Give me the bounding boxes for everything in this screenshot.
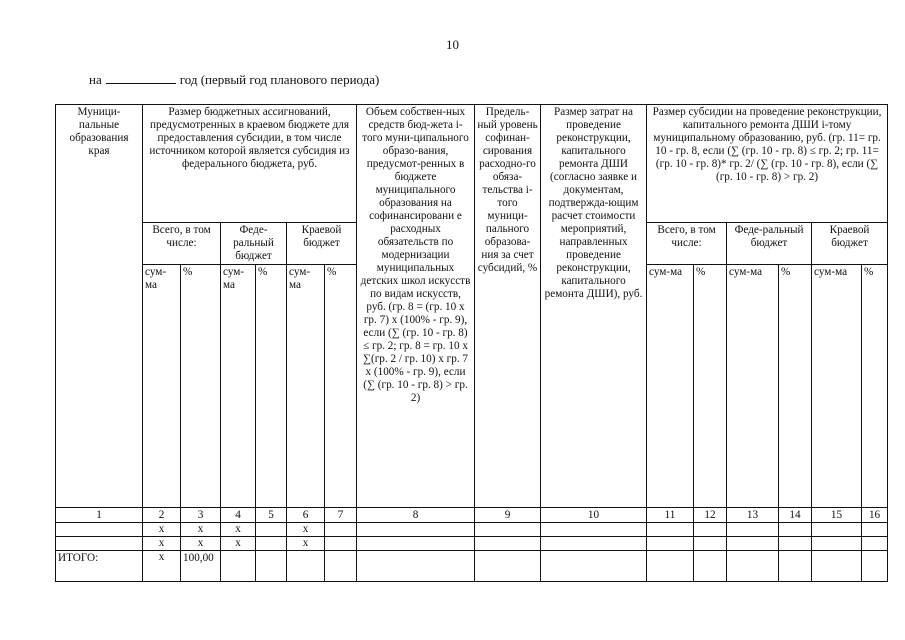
header-federal-g1: Феде-ральный бюджет <box>221 223 287 265</box>
table-cell <box>647 537 694 551</box>
header-pct: % <box>256 265 287 508</box>
table-cell <box>541 551 647 582</box>
table-cell: x <box>143 537 181 551</box>
header-pct: % <box>862 265 888 508</box>
table-cell <box>357 523 475 537</box>
table-cell <box>862 537 888 551</box>
column-number: 13 <box>727 508 779 523</box>
table-row <box>56 537 888 551</box>
table-cell <box>779 523 812 537</box>
header-pct: % <box>181 265 221 508</box>
table-cell <box>475 523 541 537</box>
column-number: 5 <box>256 508 287 523</box>
header-own-funds: Объем собствен-ных средств бюд-жета i-того муни-ципального образо-вания, предусмот-ренных в бюджете муниципального образования на софинансировани е расходных обязательств по модернизации муниципальных детских школ искусств по видам искусств, руб. (гр. 8 = (гр. 10 x гр. 7) x (100% - гр. 9), если (∑ (гр. 10 - гр. 8) ≤ гр. 2; гр. 8 = гр. 10 x ∑(гр. 2 / гр. 10) x гр. 7 x (100% - гр. 9), если (∑ (гр. 10 - гр. 8) > гр. 2) <box>357 105 475 508</box>
column-number: 8 <box>357 508 475 523</box>
column-number: 11 <box>647 508 694 523</box>
header-total-g1: Всего, в том числе: <box>143 223 221 265</box>
header-sum: сум-ма <box>221 265 256 508</box>
header-regional-g2: Краевой бюджет <box>812 223 888 265</box>
header-federal-g2: Феде-ральный бюджет <box>727 223 812 265</box>
table-cell <box>812 551 862 582</box>
table-cell <box>357 551 475 582</box>
header-subsidy-size: Размер субсидии на проведение реконструкции, капитального ремонта ДШИ i-тому муниципальному образованию, руб. (гр. 11= гр. 10 - гр. 8, если (∑ (гр. 10 - гр. 8) ≤ гр. 2; гр. 11= (гр. 10 - гр. 8)* гр. 2/ (∑ (гр. 10 - гр. 8), если (∑ (гр. 10 - гр. 8) > гр. 2) <box>647 105 888 223</box>
header-sum: сум-ма <box>727 265 779 508</box>
table-cell <box>812 537 862 551</box>
year-blank-line <box>106 72 176 84</box>
header-municipalities: Муници-пальные образования края <box>56 105 143 508</box>
header-sum: сум-ма <box>647 265 694 508</box>
column-number: 12 <box>694 508 727 523</box>
table-cell <box>475 537 541 551</box>
total-label: ИТОГО: <box>56 551 143 582</box>
table-cell: x <box>221 537 256 551</box>
table-cell <box>475 551 541 582</box>
header-pct: % <box>694 265 727 508</box>
table-cell <box>541 523 647 537</box>
table-cell: x <box>143 551 181 582</box>
table-cell <box>325 551 357 582</box>
subtitle-prefix: на <box>89 72 102 87</box>
table-cell <box>694 537 727 551</box>
column-number: 10 <box>541 508 647 523</box>
table-cell <box>221 551 256 582</box>
header-budget-allocations: Размер бюджетных ассигнований, предусмотренных в краевом бюджете для предоставления субсидии, в том числе источником которой является субсидия из федерального бюджета, руб. <box>143 105 357 223</box>
table-cell <box>694 523 727 537</box>
column-number: 14 <box>779 508 812 523</box>
table-cell <box>647 551 694 582</box>
header-pct: % <box>325 265 357 508</box>
table-cell <box>256 537 287 551</box>
table-cell <box>694 551 727 582</box>
table-cell <box>862 551 888 582</box>
table-cell: x <box>287 537 325 551</box>
header-costs: Размер затрат на проведение реконструкции, капитального ремонта ДШИ (согласно заявке и документам, подтвержда-ющим расчет стоимости мероприятий, направленных проведение реконструкции, капитального ремонта ДШИ), руб. <box>541 105 647 508</box>
column-number: 15 <box>812 508 862 523</box>
table-cell <box>727 523 779 537</box>
table-cell: x <box>287 523 325 537</box>
header-total-g2: Всего, в том числе: <box>647 223 727 265</box>
table-cell <box>727 551 779 582</box>
table-row <box>56 523 888 537</box>
table-cell <box>357 537 475 551</box>
column-number: 6 <box>287 508 325 523</box>
table-cell <box>325 537 357 551</box>
header-sum: сум-ма <box>287 265 325 508</box>
table-subtitle <box>89 72 379 88</box>
column-number: 7 <box>325 508 357 523</box>
header-cofinancing-level: Предель-ный уровень софинан-сирования расходно-го обяза-тельства i-того муници-пального образова-ния за счет субсидий, % <box>475 105 541 508</box>
table-cell <box>779 551 812 582</box>
table-cell <box>862 523 888 537</box>
table-cell <box>647 523 694 537</box>
table-cell <box>727 537 779 551</box>
table-cell <box>812 523 862 537</box>
table-cell: x <box>221 523 256 537</box>
table-cell: x <box>181 523 221 537</box>
table-cell <box>541 537 647 551</box>
column-number: 4 <box>221 508 256 523</box>
table-cell <box>325 523 357 537</box>
table-cell <box>56 523 143 537</box>
column-number: 1 <box>56 508 143 523</box>
header-sum: сум-ма <box>812 265 862 508</box>
column-number: 16 <box>862 508 888 523</box>
table-cell <box>779 537 812 551</box>
column-number: 2 <box>143 508 181 523</box>
total-row <box>56 551 888 582</box>
table-cell <box>256 523 287 537</box>
column-number: 9 <box>475 508 541 523</box>
table-cell <box>56 537 143 551</box>
table-cell <box>287 551 325 582</box>
page-number: 10 <box>446 37 459 52</box>
table-cell: x <box>143 523 181 537</box>
column-number-row <box>56 508 888 523</box>
subsidy-table <box>55 104 888 582</box>
header-sum: сум-ма <box>143 265 181 508</box>
total-percent: 100,00 <box>181 551 221 582</box>
table-cell <box>256 551 287 582</box>
header-pct: % <box>779 265 812 508</box>
subtitle-suffix: год (первый год планового периода) <box>179 72 380 87</box>
column-number: 3 <box>181 508 221 523</box>
table-cell: x <box>181 537 221 551</box>
header-regional-g1: Краевой бюджет <box>287 223 357 265</box>
